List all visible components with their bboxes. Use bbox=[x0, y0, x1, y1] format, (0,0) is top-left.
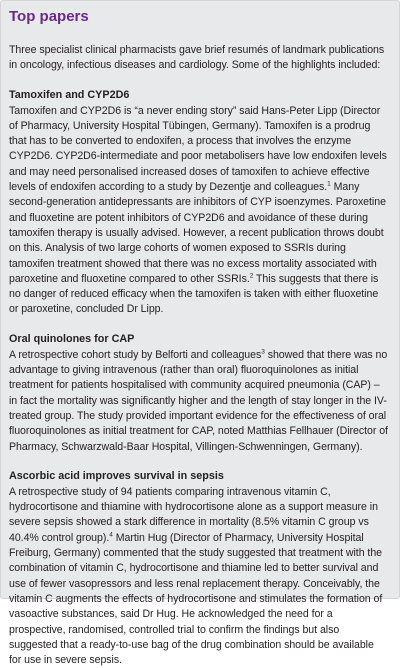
section-heading: Tamoxifen and CYP2D6 bbox=[9, 88, 130, 101]
intro-paragraph: Three specialist clinical pharmacists gave brief resumés of landmark publications in oncology, infectious diseases and cardiology. Some of the highlights included: bbox=[9, 44, 385, 72]
section-heading: Oral quinolones for CAP bbox=[9, 332, 135, 345]
body-text: A retrospective study of 94 patients comparing intravenous vitamin C, hydrocortisone and thiamine with hydrocortisone alone as a support measure in severe sepsis showed a stark difference in mortality (8.5% vitamin C group vs 40.4% control group). bbox=[9, 485, 378, 544]
body-text: This suggests that there is no danger of reduced efficacy when the tamoxifen is taken with either fluoxetine or paroxetine, concluded Dr Lipp. bbox=[9, 272, 379, 316]
section-heading: Ascorbic acid improves survival in sepsis bbox=[9, 469, 224, 482]
reference-marker: 3 bbox=[261, 348, 265, 356]
section-body bbox=[9, 104, 388, 318]
panel-title: Top papers bbox=[9, 8, 89, 25]
body-text: A retrospective cohort study by Belforti and colleagues bbox=[9, 348, 262, 361]
section-oral-quinolones bbox=[9, 332, 388, 455]
section-body bbox=[9, 348, 388, 455]
section-ascorbic-acid bbox=[9, 469, 388, 668]
section-tamoxifen bbox=[9, 88, 388, 318]
body-text: Many second-generation antidepressants are inhibitors of CYP isoenzymes. Paroxetine and fluoxetine are potent inhibitors of CYP2D6 and avoidance of these during tamoxifen therapy is usually advised. However, a recent publication throws doubt on this. Analysis of two large cohorts of women exposed to SSRIs during tamoxifen treatment showed that there was no excess mortality associated with paroxetine and fluoxetine compared to other SSRIs. bbox=[9, 181, 386, 285]
body-text: Tamoxifen and CYP2D6 is “a never ending story” said Hans-Peter Lipp (Director of Pharmacy, University Hospital Tübingen, Germany). Tamoxifen is a prodrug that has to be converted to endoxifen, a process that involves the enzyme CYP2D6. CYP2D6-intermediate and poor metabolisers have low endoxifen levels and may need personalised increased doses of tamoxifen to achieve effective levels of endoxifen according to a study by Dezentje and colleagues. bbox=[9, 104, 387, 194]
body-text: Martin Hug (Director of Pharmacy, University Hospital Freiburg, Germany) commented that the study suggested that treatment with the combination of vitamin C, hydrocortisone and thiamine led to better survival and use of fewer vasopressors and less renal replacement therapy. Conceivably, the vitamin C augments the effects of hydrocortisone and stimulates the formation of vasoactive substances, said Dr Hug. He acknowledged the need for a prospective, randomised, controlled trial to confirm the findings but also suggested that a ready-to-use bag of the drug combination should be available for use in severe sepsis. bbox=[9, 531, 383, 667]
reference-marker: 1 bbox=[327, 180, 331, 188]
body-text: showed that there was no advantage to giving intravenous (rather than oral) fluoroquinolones as initial treatment for patients hospitalised with community acquired pneumonia (CAP) – in fact the mortality was significantly higher and the length of stay longer in the IV-treated group. The study provided important evidence for the effectiveness of oral fluoroquinolones as initial treatment for CAP, noted Matthias Fellhauer (Director of Pharmacy, Schwarzwald-Baar Hospital, Villingen-Schwenningen, Germany). bbox=[9, 348, 388, 453]
reference-marker: 4 bbox=[109, 531, 113, 539]
reference-marker: 2 bbox=[249, 272, 254, 280]
section-body bbox=[9, 485, 388, 668]
